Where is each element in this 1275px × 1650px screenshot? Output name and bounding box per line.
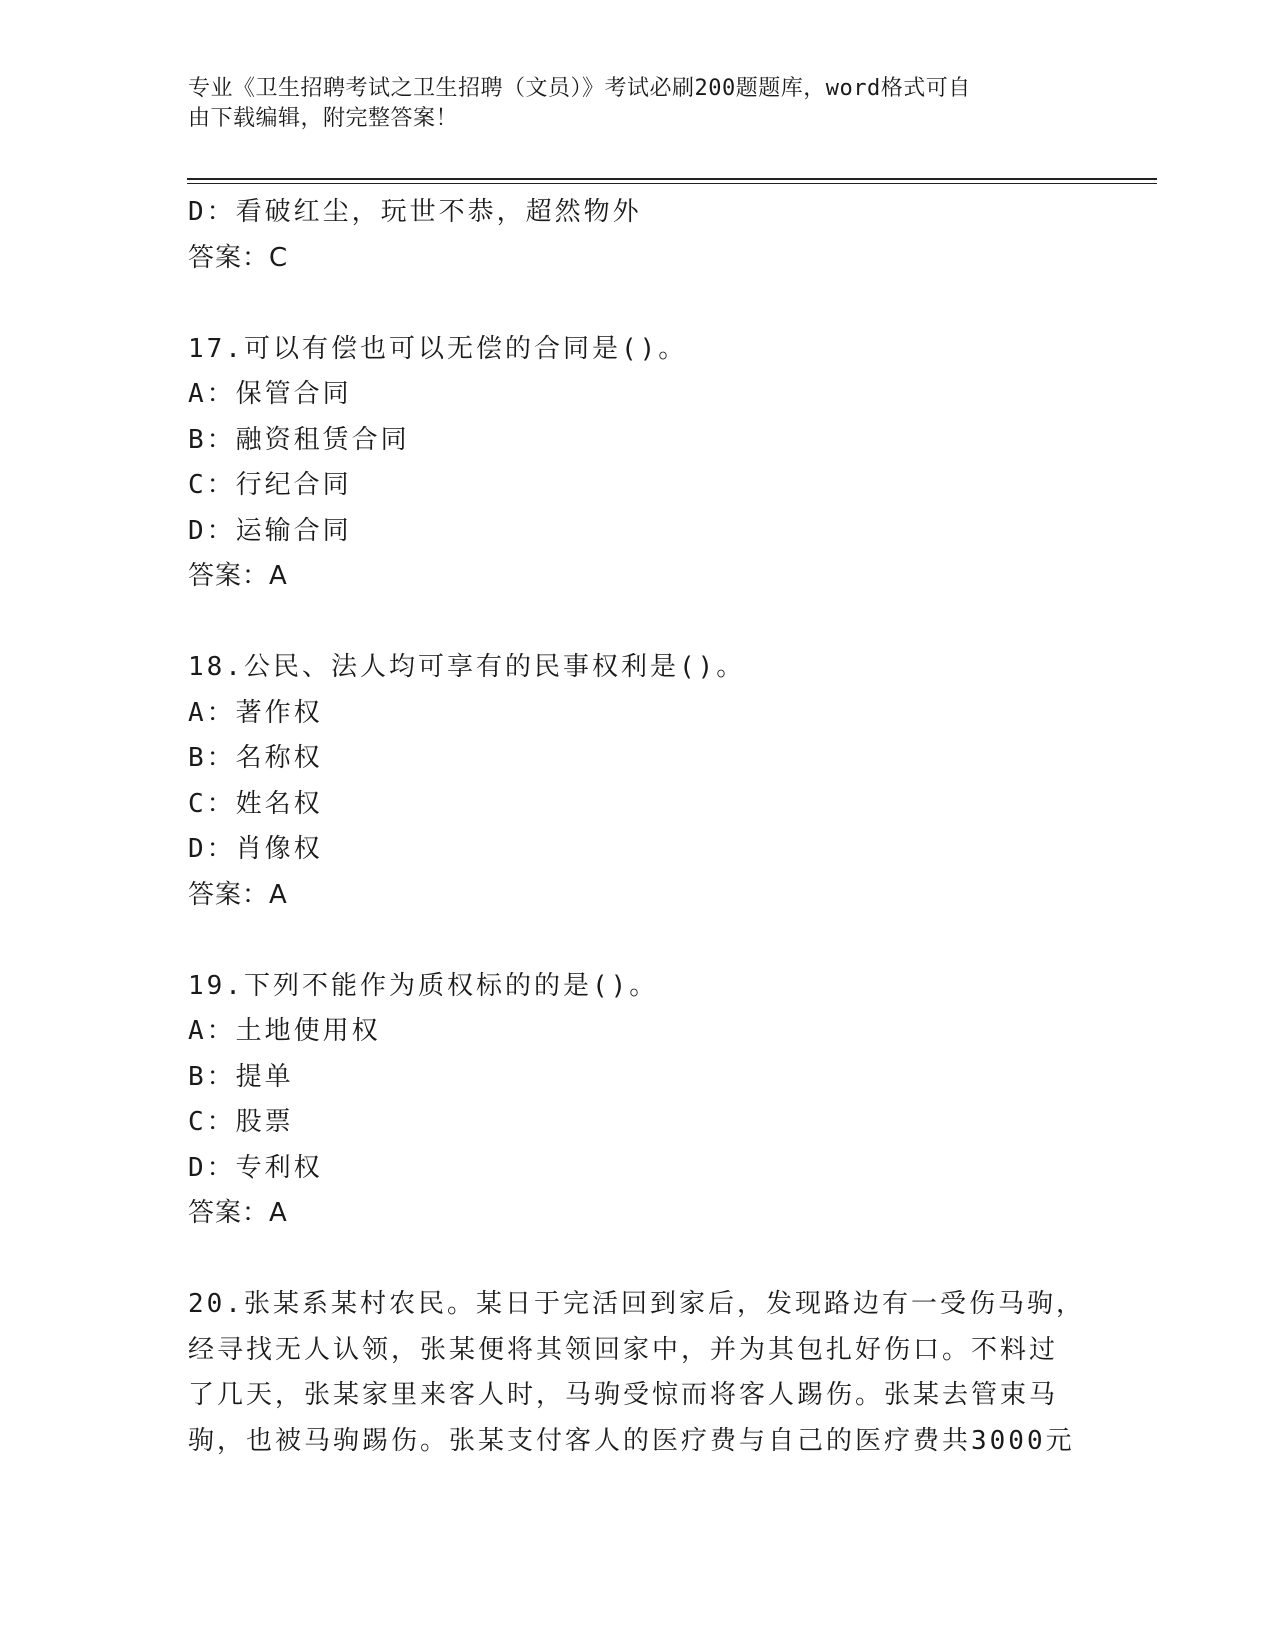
header-line-1: 专业《卫生招聘考试之卫生招聘（文员）》考试必刷200题题库，word格式可自 xyxy=(188,76,971,101)
option-b: B：提单 xyxy=(188,1061,294,1092)
option-d: D：专利权 xyxy=(188,1152,323,1183)
option-a: A：著作权 xyxy=(188,697,323,728)
spacer xyxy=(188,918,1088,964)
question-20 xyxy=(188,1282,1088,1464)
question-stem: 18.公民、法人均可享有的民事权利是()。 xyxy=(188,652,746,682)
question-stem: 19.下列不能作为质权标的的是()。 xyxy=(188,970,659,1001)
question-20-line-2: 经寻找无人认领，张某便将其领回家中，并为其包扎好伤口。不料过 xyxy=(188,1334,1059,1365)
option-d: D：运输合同 xyxy=(188,515,352,546)
document-content xyxy=(188,190,1088,1464)
option-a: A：土地使用权 xyxy=(188,1016,381,1046)
option-c: C：股票 xyxy=(188,1107,294,1137)
header-line-2: 由下载编辑，附完整答案！ xyxy=(188,106,459,131)
question-19 xyxy=(188,964,1088,1237)
answer: 答案：A xyxy=(188,1198,288,1228)
spacer xyxy=(188,600,1088,646)
option-c: C：行纪合同 xyxy=(188,470,352,500)
prev-option-d: D：看破红尘，玩世不恭，超然物外 xyxy=(188,197,642,227)
spacer xyxy=(188,1237,1088,1283)
answer: 答案：A xyxy=(188,879,288,910)
question-20-line-3: 了几天，张某家里来客人时，马驹受惊而将客人踢伤。张某去管束马 xyxy=(188,1380,1059,1410)
document-header xyxy=(188,74,1068,134)
question-stem: 17.可以有偿也可以无偿的合同是()。 xyxy=(188,333,688,364)
header-divider-thin xyxy=(187,183,1157,184)
option-b: B：名称权 xyxy=(188,743,323,773)
option-d: D：肖像权 xyxy=(188,834,323,864)
question-20-line-1: 20.张某系某村农民。某日于完活回到家后，发现路边有一受伤马驹， xyxy=(188,1289,1085,1319)
question-18 xyxy=(188,645,1088,918)
question-20-line-4: 驹，也被马驹踢伤。张某支付客人的医疗费与自己的医疗费共3000元 xyxy=(188,1425,1075,1456)
prev-answer: 答案：C xyxy=(188,242,289,273)
header-divider-thick xyxy=(187,178,1157,180)
option-c: C：姓名权 xyxy=(188,788,323,819)
answer: 答案：A xyxy=(188,561,288,591)
spacer xyxy=(188,281,1088,327)
option-b: B：融资租赁合同 xyxy=(188,424,410,455)
question-17 xyxy=(188,327,1088,600)
option-a: A：保管合同 xyxy=(188,379,352,409)
